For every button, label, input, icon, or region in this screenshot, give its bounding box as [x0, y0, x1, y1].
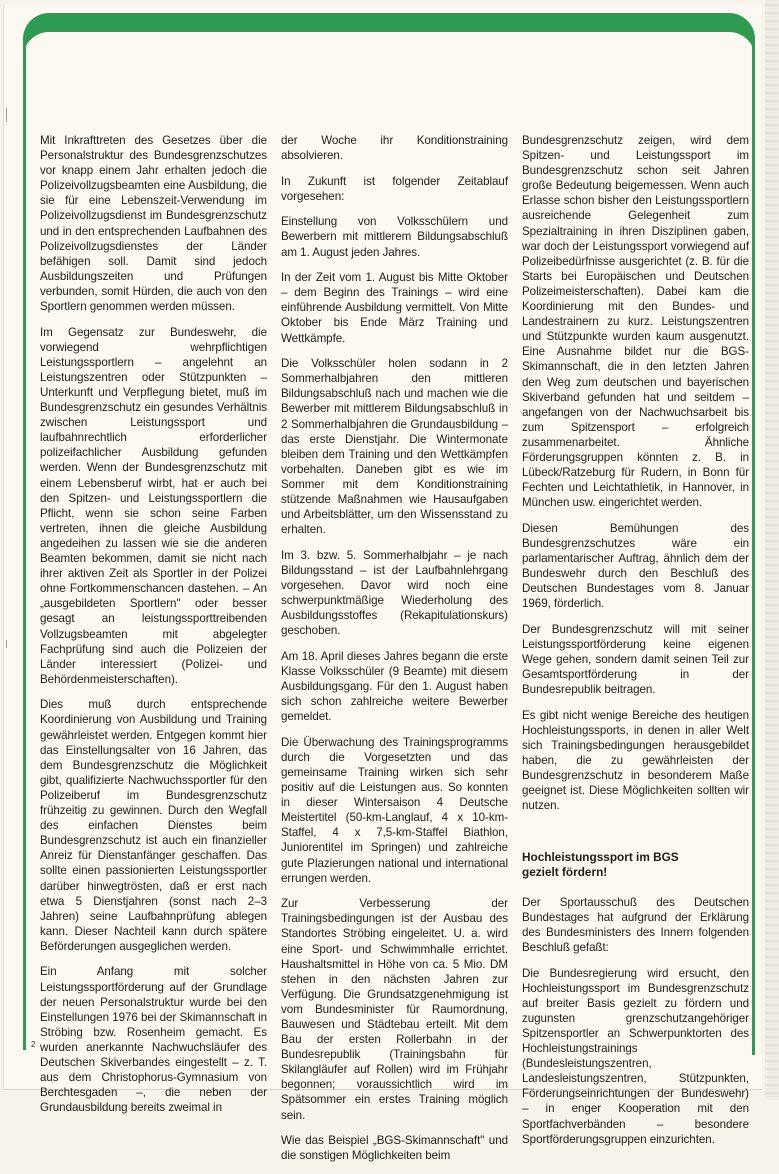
paragraph: Die Überwachung des Trainingsprogramms durch die Vorgesetzten und das gemeinsame Training wirken sich sehr positiv auf die Leistungen aus. So konnten in dieser Wintersaison 4 Deutsche Meistertitel (50-km-Langlauf, 4 x 10-km-Staffel, 4 x 7,5-km-Staffel Biathlon, Juniorentitel im Springen) und zahlreiche gute Plazierungen national und international errungen werden. — [281, 735, 508, 885]
paragraph: der Woche ihr Konditionstraining absolvieren. — [281, 134, 508, 163]
margin-mark — [6, 108, 7, 122]
column-2 — [281, 133, 508, 1174]
paragraph: In Zukunft ist folgender Zeitablauf vorgesehen: — [281, 174, 508, 203]
heading-line: Hochleistungssport im BGS — [522, 849, 679, 864]
paragraph: Im 3. bzw. 5. Sommerhalbjahr – je nach Bildungsstand – ist der Laufbahnlehrgang vorgesehen. Davor wird noch eine schwerpunktmäßige Wiederholung des Ausbildungsstoffes (Rekapitulationskurs) geschoben. — [281, 548, 508, 638]
column-1 — [40, 133, 267, 1174]
paragraph: Zur Verbesserung der Trainingsbedingungen ist der Ausbau des Standortes Ströbing eingeleitet. U. a. wird eine Sport- und Schwimmhalle errichtet. Haushaltsmittel in Höhe von ca. 5 Mio. DM stehen in den nächsten Jahren zur Verfügung. Die Grundsatzgenehmigung ist vom Bundesminister für Raumordnung, Bauwesen und Städtebau erteilt. Mit dem Bau der ersten Rollerbahn in der Bundesrepublik (Trainingsbahn für Skilangläufer auf Rollen) wird im Frühjahr begonnen; voraussichtlich wird im Spätsommer ein erstes Training möglich sein. — [281, 897, 508, 1122]
margin-mark — [6, 640, 7, 648]
paragraph: Der Sportausschuß des Deutschen Bundestages hat aufgrund der Erklärung des Bundesministers des Innern folgenden Beschluß gefaßt: — [522, 895, 749, 954]
paragraph: Der Bundesgrenzschutz will mit seiner Leistungssportförderung keine eigenen Wege gehen, sondern damit seinen Teil zur Gesamtsportförderung in der Bundesrepublik beitragen. — [522, 622, 749, 697]
paragraph: Im Gegensatz zur Bundeswehr, die vorwiegend wehrpflichtigen Leistungssportlern – angelehnt an Leistungszentren oder Stützpunkten – Unterkunft und Verpflegung bietet, muß im Bundesgrenzschutz ein gesundes Verhältnis zwischen Leistungssport und laufbahnrechtlich erforderlicher polizeifachlicher Ausbildung gefunden werden. Wenn der Bundesgrenzschutz mit einem Lebensberuf wirbt, hat er auch bei den Spitzen- und Leistungssportlern die Pflicht, wenn sie schon seine Farben vertreten, ihnen die gleiche Ausbildung angedeihen zu lassen wie sie die anderen Beamten bekommen, damit sie nicht nach ihrer aktiven Zeit als Sportler in der Polizei ohne Fortkommenschancen dastehen. – An „ausgebildeten Sportlern" oder besser gesagt an leistungssporttreibenden Vollzugsbeamten mit abgelegter Fachprüfung sind auch die Polizeien der Länder interessiert (Polizei- und Behördenmeisterschaften). — [40, 325, 267, 686]
paragraph: Diesen Bemühungen des Bundesgrenzschutzes wäre ein parlamentarischer Auftrag, ähnlich dem der Bundeswehr durch den Beschluß des Deutschen Bundestages vom 8. Januar 1969, förderlich. — [522, 521, 749, 611]
paragraph: Es gibt nicht wenige Bereiche des heutigen Hochleistungssports, in denen in aller Welt sich Trainingsbedingungen herausgebildet haben, die zu gewährleisten der Bundesgrenzschutz in besonderem Maße geeignet ist. Diese Möglichkeiten sollten wir nutzen. — [522, 708, 749, 813]
green-frame-right-rule — [752, 40, 755, 1055]
paragraph: Einstellung von Volksschülern und Bewerbern mit mittlerem Bildungsabschluß am 1. August jeden Jahres. — [281, 215, 508, 259]
paragraph: Ein Anfang mit solcher Leistungssportförderung auf der Grundlage der neuen Personalstruktur wurde bei den Einstellungen 1976 bei der Skimannschaft in Ströbing bzw. Rosenheim gemacht. Es wurden anerkannte Nachwuchsläufer des Deutschen Skiverbandes eingestellt – z. T. aus dem Christophorus-Gymnasium von Berchtesgaden –, die neben der Grundausbildung bereits zweimal in — [40, 965, 267, 1115]
section-heading — [522, 850, 749, 880]
scan-edge — [765, 0, 779, 1100]
heading-line: gezielt fördern! — [522, 864, 608, 879]
paragraph: Wie das Beispiel „BGS-Skimannschaft" und die sonstigen Möglichkeiten beim — [281, 1134, 508, 1163]
column-3 — [522, 133, 749, 1174]
paragraph: Dies muß durch entsprechende Koordinierung von Ausbildung und Training gewährleistet werden. Entgegen kommt hier das Einstellungsalter von 16 Jahren, das dem Bundesgrenzschutz die Möglichkeit gibt, qualifizierte Nachwuchssportler für den Polizeiberuf im Bundesgrenzschutz frühzeitig zu gewinnen. Durch den Wegfall des einfachen Dienstes beim Bundesgrenzschutz ist auch ein finanzieller Anreiz für Dienstanfänger geschaffen. Das sollte einen passionierten Leistungssportler darüber hinwegtrösten, daß er erst nach etwa 5 Dienstjahren (sonst nach 2–3 Jahren) seine Laufbahnprüfung ablegen kann. Dieser Nachteil kann durch spätere Beförderungen ausgeglichen werden. — [40, 698, 267, 953]
page-number: 2 — [31, 1040, 36, 1049]
paragraph: Mit Inkrafttreten des Gesetzes über die Personalstruktur des Bundesgrenzschutzes vor knapp einem Jahr erhalten jedoch die Polizeivollzugsbeamten eine Ausbildung, die sie für eine Lebenszeit-Verwendung im Polizeivollzugsdienst im Bundesgrenzschutz und in den entsprechenden Laufbahnen des Polizeivollzugsdienstes der Länder befähigen soll. Damit sind jedoch Ausbildungszeiten und Prüfungen verbunden, somit Hürden, die auch von den Sportlern genommen werden müssen. — [40, 134, 267, 314]
article-body — [40, 133, 749, 1174]
paragraph: Die Bundesregierung wird ersucht, den Hochleistungssport im Bundesgrenzschutz auf breiter Basis gezielt zu fördern und zugunsten grenzschutzangehöriger Spitzensportler an Schwerpunktorten des Hochleistungstrainings (Bundesleistungszentren, Landesleistungszentren, Stützpunkten, Förderungseinrichtungen der Bundeswehr) – in enger Kooperation mit den Sportfachverbänden – besondere Sportförderungsgruppen einzurichten. — [522, 966, 749, 1146]
green-frame-left-rule — [23, 40, 26, 1050]
paragraph: Am 18. April dieses Jahres begann die erste Klasse Volksschüler (9 Beamte) mit diesem Ausbildungsgang. Für den 1. August haben sich schon zahlreiche weitere Bewerber gemeldet. — [281, 649, 508, 724]
paragraph: Die Volksschüler holen sodann in 2 Sommerhalbjahren den mittleren Bildungsabschluß nach und machen wie die Bewerber mit mittlerem Bildungsabschluß in 2 Sommerhalbjahren die Grundausbildung – das erste Dienstjahr. Die Wintermonate bleiben dem Training und den Wettkämpfen vorbehalten. Daneben gibt es wie im Sommer mit dem Konditionstraining stützende Maßnahmen wie Hausaufgaben und Arbeitsblätter, um den Wissensstand zu erhalten. — [281, 357, 508, 537]
paragraph: In der Zeit vom 1. August bis Mitte Oktober – dem Beginn des Trainings – wird eine einführende Ausbildung vermittelt. Von Mitte Oktober bis Ende März Training und Wettkämpfe. — [281, 271, 508, 345]
paragraph: Bundesgrenzschutz zeigen, wird dem Spitzen- und Leistungssport im Bundesgrenzschutz schon seit Jahren große Bedeutung beigemessen. Wenn auch Erlasse schon bisher den Leistungssportlern ausreichende Gelegenheit zum Spezialtraining in ihren Disziplinen gaben, war doch der Leistungssport vorwiegend auf Polizeibedürfnisse ausgerichtet (z. B. für die Starts bei Europäischen und Deutschen Polizeimeisterschaften). Dabei kam die Koordinierung mit den Bundes- und Landestrainern zu kurz. Leistungszentren und Stützpunkte wurden kaum ausgenutzt. Eine Ausnahme bildet nur die BGS-Skimannschaft, die in den letzten Jahren den Weg zum deutschen und bayerischen Skiverband gefunden hat und seitdem – angefangen von der Nachwuchsarbeit bis zum Spitzensport – erfolgreich zusammenarbeitet. Ähnliche Förderungsgruppen könnten z. B. in Lübeck/Ratzeburg für Rudern, in Bonn für Fechten und Leichtathletik, in Hannover, in München usw. eingerichtet werden. — [522, 134, 749, 510]
green-frame-inner-curve — [23, 32, 755, 62]
